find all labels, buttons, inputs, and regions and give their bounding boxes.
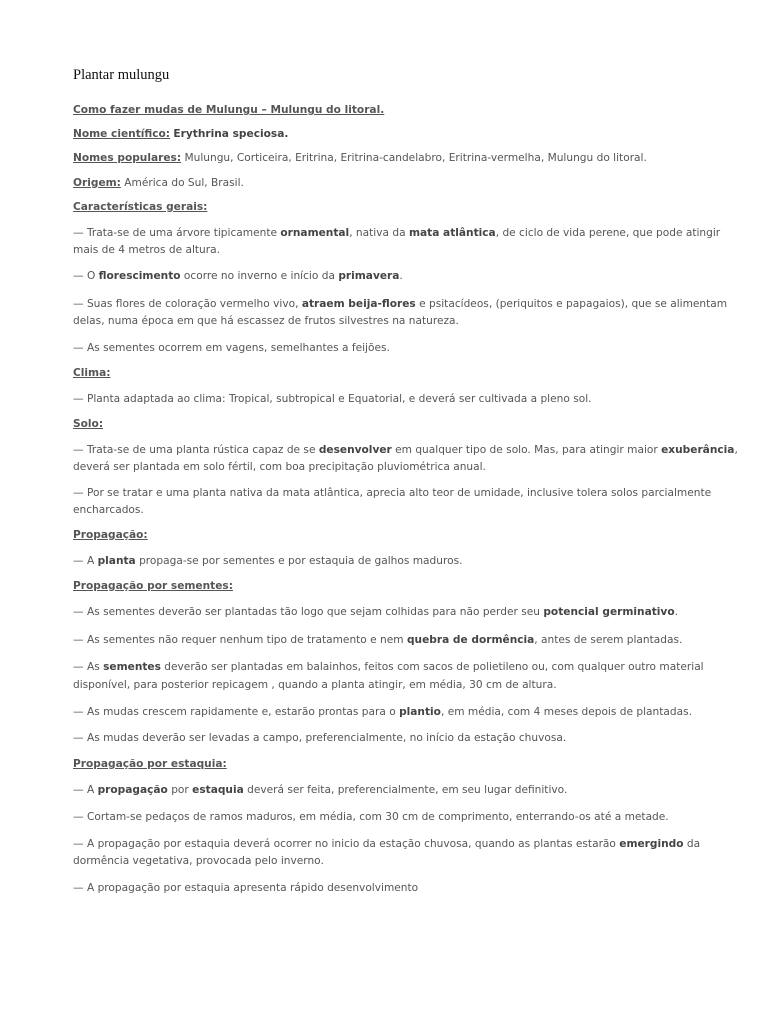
bold-text: exuberância [661,444,735,456]
caracteristicas-p3-line2: delas, numa época em que há escassez de frutos silvestres na natureza. [73,315,459,327]
solo-p2-line2: encharcados. [73,504,144,516]
bold-text: quebra de dormência [406,634,535,646]
bold-text: propagação [97,784,168,796]
caracteristicas-p1-line1 [73,226,720,240]
nome-cientifico-line [73,127,288,141]
caracteristicas-p1-line2: mais de 4 metros de altura. [73,244,220,256]
estaquia-p2: — Cortam-se pedaços de ramos maduros, em média, com 30 cm de comprimento, enterrando-os até a metade. [73,811,669,823]
sementes-p3-line1 [73,660,704,674]
text: , em média, com 4 meses depois de plantadas. [440,706,692,718]
estaquia-heading [73,757,227,771]
solo-p1-line1 [73,443,738,457]
bold-text: atraem beija-flores [301,298,416,310]
text: , antes de serem plantadas. [534,634,683,646]
bold-text: ornamental [280,227,350,239]
origem-value: América do Sul, Brasil. [124,177,244,189]
origem-label: Origem: [73,177,121,189]
text: — As [73,661,104,673]
text: — Suas flores de coloração vermelho vivo, [73,298,302,310]
nomes-populares-value: Mulungu, Corticeira, Eritrina, Eritrina-candelabro, Eritrina-vermelha, Mulungu do litoral. [184,152,647,164]
bold-text: planta [97,555,136,567]
text: — As mudas crescem rapidamente e, estarão prontas para o [73,706,400,718]
caracteristicas-p4: — As sementes ocorrem em vagens, semelhantes a feijões. [73,342,390,354]
text: , de ciclo de vida perene, que pode atingir [495,227,721,239]
solo-p1-line2: deverá ser plantada em solo fértil, com boa precipitação pluviométrica anual. [73,461,486,473]
text: , nativa da [349,227,409,239]
text: — O [73,270,99,282]
estaquia-p4: — A propagação por estaquia apresenta rápido desenvolvimento [73,882,419,894]
propagacao-heading [73,528,148,542]
text: e psitacídeos, (periquitos e papagaios), que se alimentam [415,298,728,310]
sementes-heading [73,579,233,593]
text: propaga-se por sementes e por estaquia de galhos maduros. [135,555,463,567]
bold-text: desenvolver [318,444,392,456]
intro-link[interactable]: Como fazer mudas de Mulungu – Mulungu do litoral. [73,104,385,116]
propagacao-heading-text: Propagação: [73,529,148,541]
text: ocorre no inverno e início da [180,270,339,282]
estaquia-p1 [73,783,567,797]
bold-text: mata atlântica [408,227,496,239]
sementes-p1 [73,605,678,619]
solo-heading-text: Solo: [73,418,104,430]
page-title: Plantar mulungu [73,67,170,83]
estaquia-heading-text: Propagação por estaquia: [73,758,227,770]
solo-p2-line1: — Por se tratar e uma planta nativa da mata atlântica, aprecia alto teor de umidade, inclusive tolera solos parcialmente [73,487,712,499]
bold-text: estaquia [192,784,244,796]
clima-heading-text: Clima: [73,367,111,379]
text: por [167,784,193,796]
bold-text: plantio [399,706,441,718]
nome-cientifico-value: Erythrina speciosa. [173,128,289,140]
nomes-populares-line [73,151,647,165]
bold-text: primavera [338,270,400,282]
estaquia-p3-line2: dormência vegetativa, provocada pelo inverno. [73,855,324,867]
caracteristicas-p3-line1 [73,297,727,311]
nomes-populares-label: Nomes populares: [73,152,182,164]
nome-cientifico-label: Nome científico: [73,128,171,140]
caracteristicas-heading [73,200,207,214]
clima-p1: — Planta adaptada ao clima: Tropical, subtropical e Equatorial, e deverá ser cultivada a pleno sol. [73,393,592,405]
sementes-heading-text: Propagação por sementes: [73,580,233,592]
intro-heading [73,103,384,117]
text: deverão ser plantadas em balainhos, feitos com sacos de polietileno ou, com qualquer outro material [160,661,704,673]
estaquia-p3-line1 [73,837,700,851]
sementes-p4 [73,705,692,719]
origem-line [73,176,244,190]
propagacao-p1 [73,554,462,568]
text: . [674,606,678,618]
clima-heading [73,366,110,380]
text: — As sementes deverão ser plantadas tão logo que sejam colhidas para não perder seu [73,606,544,618]
text: . [399,270,403,282]
solo-heading [73,417,103,431]
bold-text: emergindo [619,838,684,850]
text: da [683,838,701,850]
text: — Trata-se de uma árvore tipicamente [73,227,281,239]
caracteristicas-p2 [73,269,403,283]
text: — Trata-se de uma planta rústica capaz de se [73,444,319,456]
text: — A [73,555,98,567]
text: em qualquer tipo de solo. Mas, para atingir maior [391,444,662,456]
text: — As sementes não requer nenhum tipo de tratamento e nem [73,634,407,646]
caracteristicas-heading-text: Características gerais: [73,201,208,213]
sementes-p3-line2: disponível, para posterior repicagem , quando a planta atingir, em média, 30 cm de altura. [73,679,557,691]
bold-text: florescimento [98,270,181,282]
bold-text: potencial germinativo [543,606,675,618]
text: , [734,444,738,456]
text: — A [73,784,98,796]
bold-text: sementes [103,661,161,673]
sementes-p2 [73,633,682,647]
sementes-p5: — As mudas deverão ser levadas a campo, preferencialmente, no início da estação chuvosa. [73,732,567,744]
text: — A propagação por estaquia deverá ocorrer no inicio da estação chuvosa, quando as plantas estarão [73,838,620,850]
text: deverá ser feita, preferencialmente, em seu lugar definitivo. [243,784,568,796]
